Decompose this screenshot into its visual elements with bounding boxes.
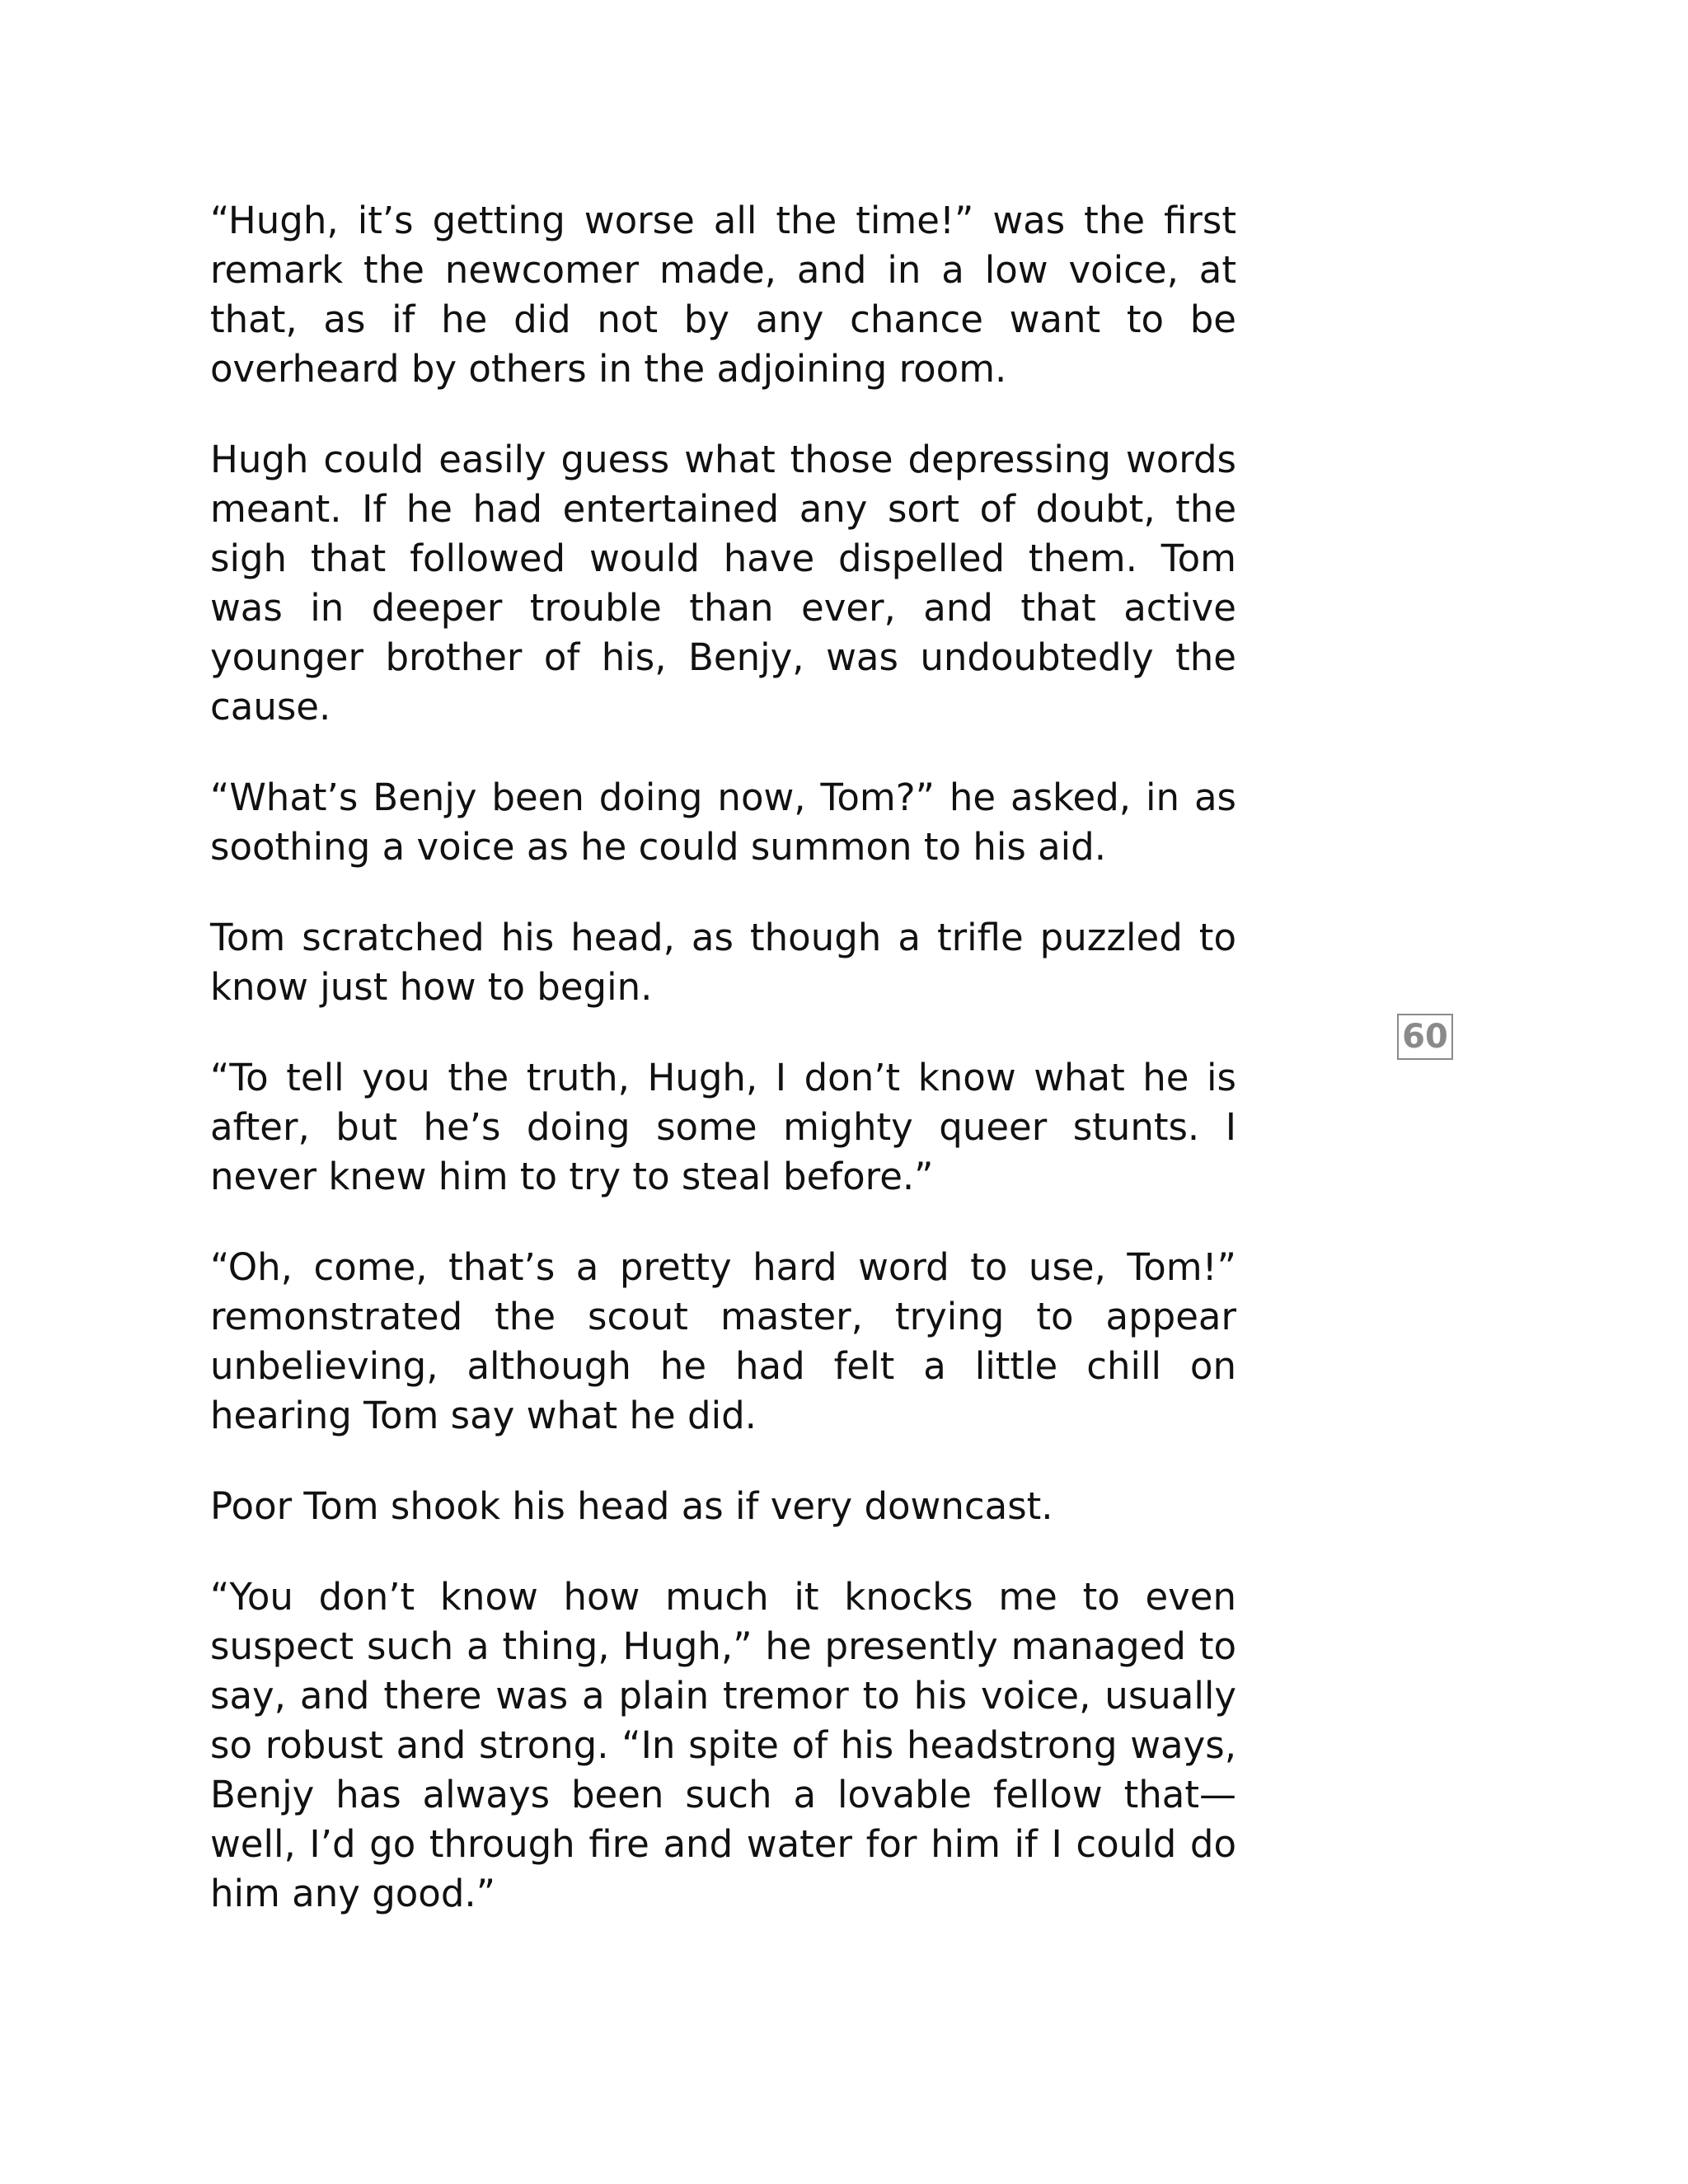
page-number-badge: 60 xyxy=(1397,1014,1453,1060)
paragraph: “To tell you the truth, Hugh, I don’t know what he is after, but he’s doing some mighty queer stunts. I never knew him to try to steal before.” xyxy=(210,1056,1236,1198)
body-text xyxy=(210,196,1236,1960)
paragraph: Tom scratched his head, as though a trifle puzzled to know just how to begin. xyxy=(210,916,1236,1009)
paragraph: Hugh could easily guess what those depressing words meant. If he had entertained any sort of doubt, the sigh that followed would have dispelled them. Tom was in deeper trouble than ever, and that active younger brother of his, Benjy, was undoubtedly the cause. xyxy=(210,438,1236,729)
paragraph: Poor Tom shook his head as if very downcast. xyxy=(210,1484,1053,1528)
paragraph: “What’s Benjy been doing now, Tom?” he asked, in as soothing a voice as he could summon to his aid. xyxy=(210,776,1236,869)
paragraph: “You don’t know how much it knocks me to even suspect such a thing, Hugh,” he presently managed to say, and there was a plain tremor to his voice, usually so robust and strong. “In spite of his headstrong ways, Benjy has always been such a lovable fellow that—well, I’d go through fire and water for him if I could do him any good.” xyxy=(210,1575,1236,1915)
paragraph: “Oh, come, that’s a pretty hard word to use, Tom!” remonstrated the scout master, trying to appear unbelieving, although he had felt a little chill on hearing Tom say what he did. xyxy=(210,1245,1236,1437)
paragraph: “Hugh, it’s getting worse all the time!” was the first remark the newcomer made, and in a low voice, at that, as if he did not by any chance want to be overheard by others in the adjoining room. xyxy=(210,199,1236,391)
